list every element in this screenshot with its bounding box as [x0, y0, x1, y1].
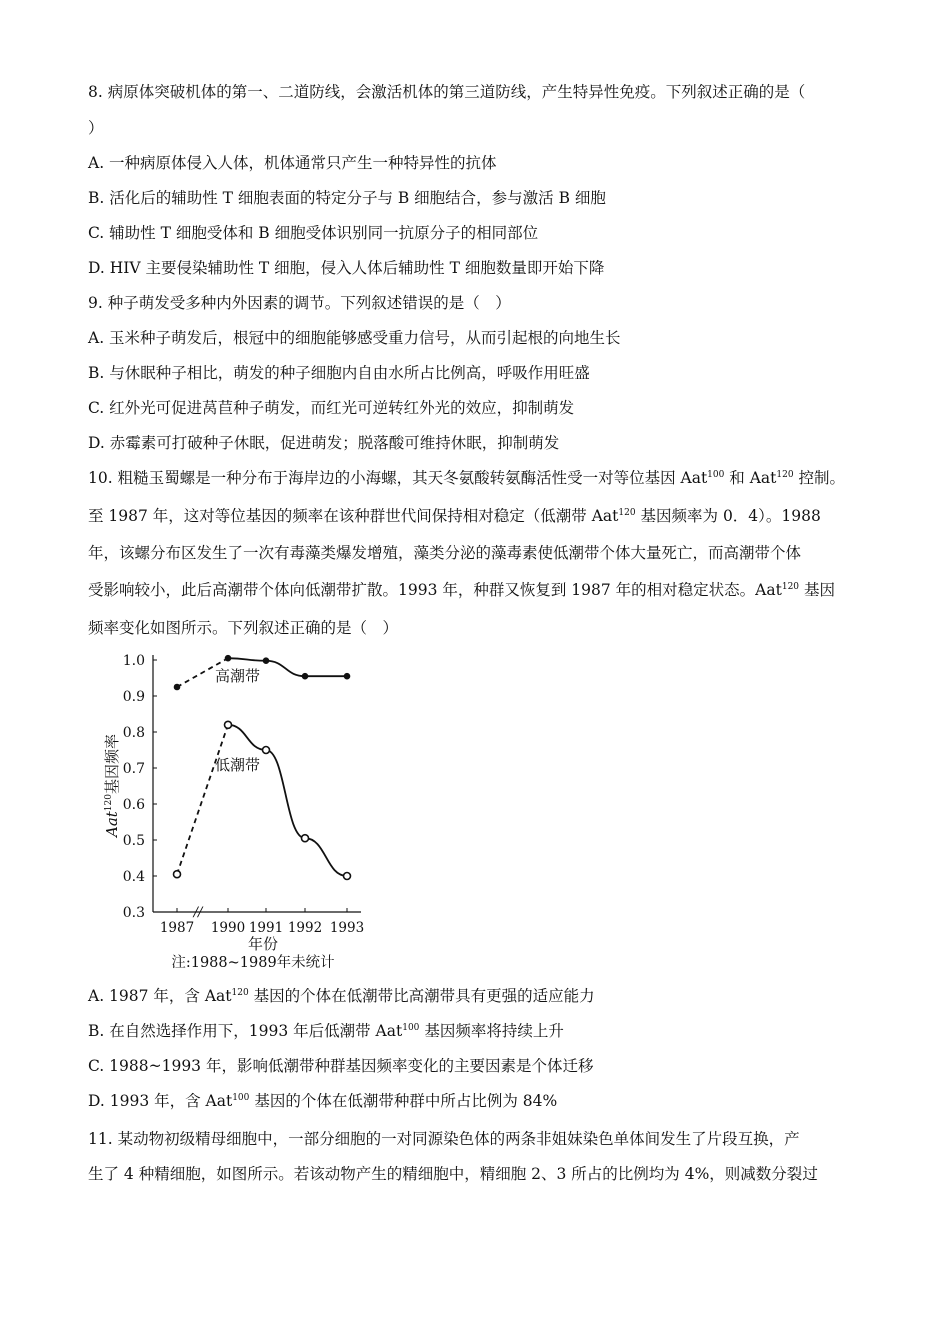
data-point [263, 747, 270, 754]
q10-option-a: A. 1987 年，含 Aat$^{120}$ 基因的个体在低潮带比高潮带具有更强的适应能力 [88, 987, 595, 1005]
series-1-dashed-segment [177, 725, 228, 874]
q10-stem-line5: 频率变化如图所示。下列叙述正确的是（ ） [88, 619, 399, 637]
y-tick-label: 0.3 [122, 905, 145, 921]
q10-sup-100: 100 [707, 469, 725, 480]
data-point [174, 871, 181, 878]
data-point [225, 655, 232, 662]
y-tick-label: 0.4 [122, 869, 145, 885]
q11-stem-line2: 生了 4 种精细胞，如图所示。若该动物产生的精细胞中，精细胞 2、3 所占的比例均为 4%，则减数分裂过 [88, 1165, 818, 1183]
y-tick-label: 0.5 [122, 833, 145, 849]
q8-option-d: D. HIV 主要侵染辅助性 T 细胞，侵入人体后辅助性 T 细胞数量即开始下降 [88, 259, 605, 277]
x-axis-label: 年份 [247, 935, 279, 953]
series-label-high-tide: 高潮带 [215, 667, 261, 685]
series-1-line [228, 725, 347, 876]
q8-option-c: C. 辅助性 T 细胞受体和 B 细胞受体识别同一抗原分子的相同部位 [88, 224, 539, 242]
y-tick-label: 0.9 [122, 689, 145, 705]
q9-stem: 9. 种子萌发受多种内外因素的调节。下列叙述错误的是（ ） [88, 294, 511, 312]
data-point [302, 673, 309, 680]
x-tick-label: 1991 [248, 920, 284, 936]
x-tick-label: 1987 [159, 920, 195, 936]
x-axis-break: // [193, 905, 203, 920]
q8-stem-cont: ） [88, 119, 104, 137]
y-tick-label: 0.8 [122, 725, 145, 741]
data-point [225, 721, 232, 728]
data-point [344, 673, 351, 680]
y-axis-label: Aat$^{120}$基因频率 [103, 733, 121, 837]
x-tick-label: 1993 [329, 920, 365, 936]
series-label-low-tide: 低潮带 [215, 756, 261, 774]
q10-stem-line2: 至 1987 年，这对等位基因的频率在该种群世代间保持相对稳定（低潮带 Aat$^{120}$ 基因频率为 0．4）。1988 [88, 507, 821, 525]
x-tick-label: 1990 [210, 920, 246, 936]
q10-option-c: C. 1988~1993 年，影响低潮带种群基因频率变化的主要因素是个体迁移 [88, 1057, 594, 1075]
y-tick-label: 0.6 [122, 797, 145, 813]
q10-stem-line1: 10. 粗糙玉蜀螺是一种分布于海岸边的小海螺，其天冬氨酸转氨酶活性受一对等位基因 Aat$^{100}$ 和 Aat$^{120}$ 控制。 [88, 469, 846, 487]
q9-option-a: A. 玉米种子萌发后，根冠中的细胞能够感受重力信号，从而引起根的向地生长 [88, 329, 621, 347]
data-point [344, 873, 351, 880]
q11-stem-line1: 11. 某动物初级精母细胞中，一部分细胞的一对同源染色体的两条非姐妹染色单体间发生了片段互换，产 [88, 1130, 800, 1148]
q9-option-c: C. 红外光可促进莴苣种子萌发，而红光可逆转红外光的效应，抑制萌发 [88, 399, 575, 417]
chart-note: 注:1988~1989年未统计 [171, 955, 335, 970]
q10-option-d: D. 1993 年，含 Aat$^{100}$ 基因的个体在低潮带种群中所占比例为 84% [88, 1092, 558, 1110]
data-point [263, 657, 270, 664]
data-point [174, 684, 181, 691]
y-tick-label: 1.0 [122, 653, 145, 669]
q10-sup-120: 120 [776, 469, 794, 480]
q9-option-b: B. 与休眠种子相比，萌发的种子细胞内自由水所占比例高，呼吸作用旺盛 [88, 364, 590, 382]
data-point [302, 835, 309, 842]
q10-option-b: B. 在自然选择作用下，1993 年后低潮带 Aat$^{100}$ 基因频率将持续上升 [88, 1022, 564, 1040]
aat120-frequency-chart [95, 645, 395, 970]
y-tick-label: 0.7 [122, 761, 145, 777]
q8-option-b: B. 活化后的辅助性 T 细胞表面的特定分子与 B 细胞结合，参与激活 B 细胞 [88, 189, 606, 207]
q9-option-d: D. 赤霉素可打破种子休眠，促进萌发；脱落酸可维持休眠，抑制萌发 [88, 434, 560, 452]
q8-option-a: A. 一种病原体侵入人体，机体通常只产生一种特异性的抗体 [88, 154, 497, 172]
q10-stem-line4: 受影响较小，此后高潮带个体向低潮带扩散。1993 年，种群又恢复到 1987 年的相对稳定状态。Aat$^{120}$ 基因 [88, 581, 835, 599]
q10-stem-line3: 年，该螺分布区发生了一次有毒藻类爆发增殖，藻类分泌的藻毒素使低潮带个体大量死亡，而高潮带个体 [88, 544, 802, 562]
x-tick-label: 1992 [287, 920, 323, 936]
q8-stem: 8. 病原体突破机体的第一、二道防线，会激活机体的第三道防线，产生特异性免疫。下列叙述正确的是（ [88, 83, 806, 101]
